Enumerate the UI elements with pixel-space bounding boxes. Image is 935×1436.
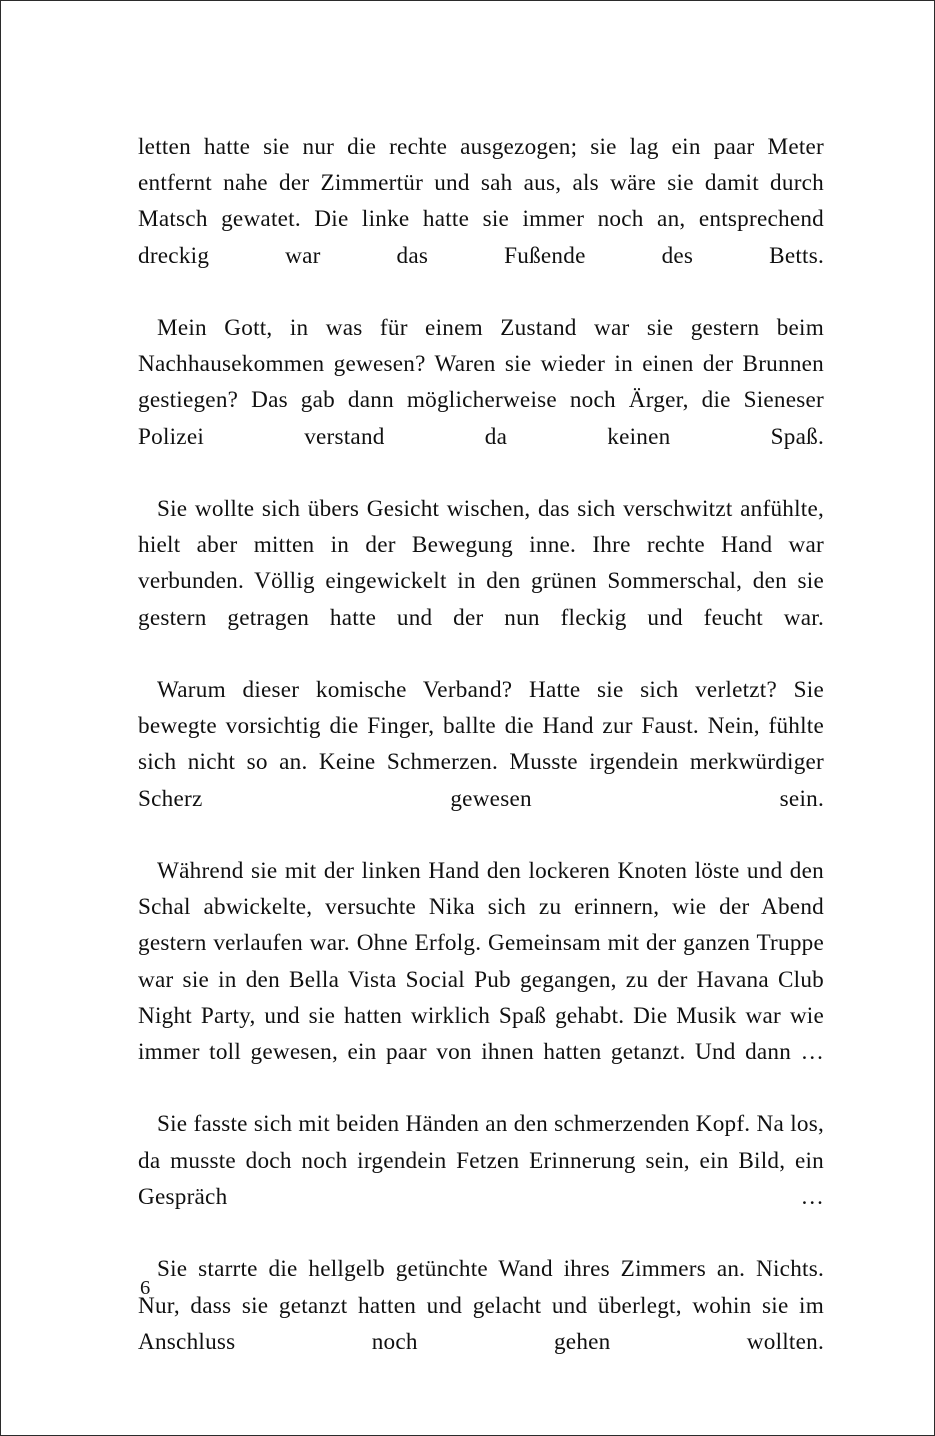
paragraph-schmerzender-kopf: Sie fasste sich mit beiden Händen an den schmerzenden Kopf. Na los, da musste doch noch irgendein Fetzen Erinnerung sein, ein Bild, ein Gespräch … xyxy=(138,1111,824,1210)
paragraph-mein-gott: Mein Gott, in was für einem Zustand war sie gestern beim Nachhausekommen gewesen? Waren sie wieder in einen der Brunnen gestiegen? Das gab dann möglicherweise noch Ärger, die Sieneser Polizei verstand da keinen Spaß. xyxy=(138,315,824,450)
paragraph-hellgelbe-wand: Sie starrte die hellgelb getünchte Wand ihres Zimmers an. Nichts. Nur, dass sie getanzt hatten und gelacht und überlegt, wohin sie im Anschluss noch gehen wollten. xyxy=(138,1256,824,1355)
body-text-column xyxy=(138,129,824,1396)
paragraph-gesicht-wischen: Sie wollte sich übers Gesicht wischen, das sich verschwitzt anfühlte, hielt aber mitten in der Bewegung inne. Ihre rechte Hand war verbunden. Völlig eingewickelt in den grünen Sommerschal, den sie gestern getragen hatte und der nun fleckig und feucht war. xyxy=(138,496,824,631)
page-number: 6 xyxy=(140,1277,151,1299)
paragraph-knoten-loeste: Während sie mit der linken Hand den lockeren Knoten löste und den Schal abwickelte, versuchte Nika sich zu erinnern, wie der Abend gestern verlaufen war. Ohne Erfolg. Gemeinsam mit der ganzen Truppe war sie in den Bella Vista Social Pub gegangen, zu der Havana Club Night Party, und sie hatten wirklich Spaß gehabt. Die Musik war wie immer toll gewesen, ein paar von ihnen hatten getanzt. Und dann … xyxy=(138,858,824,1066)
paragraph-komischer-verband: Warum dieser komische Verband? Hatte sie sich verletzt? Sie bewegte vorsichtig die Finger, ballte die Hand zur Faust. Nein, fühlte sich nicht so an. Keine Schmerzen. Musste irgendein merkwürdiger Scherz gewesen sein. xyxy=(138,677,824,812)
paragraph-continuation: letten hatte sie nur die rechte ausgezogen; sie lag ein paar Meter entfernt nahe der Zimmertür und sah aus, als wäre sie damit durch Matsch gewatet. Die linke hatte sie immer noch an, entsprechend dreckig war das Fußende des Betts. xyxy=(138,134,824,269)
